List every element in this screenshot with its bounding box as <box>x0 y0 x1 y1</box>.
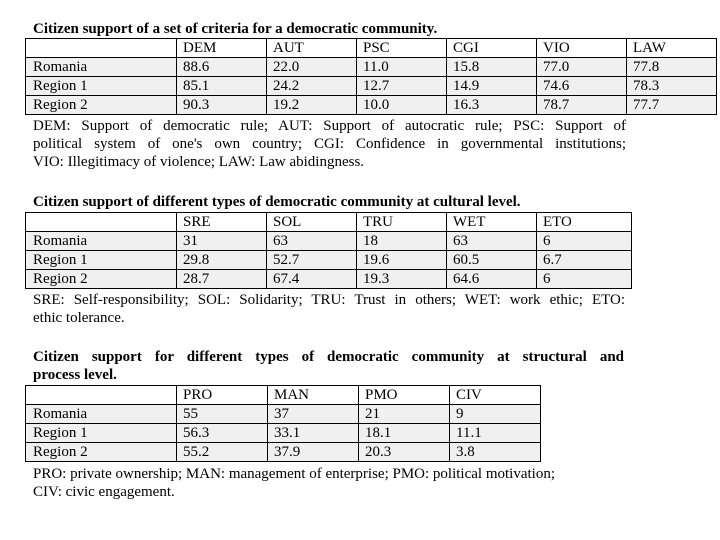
table-row <box>26 424 541 443</box>
table-cell: 19.6 <box>357 251 447 270</box>
table-cell: 6 <box>537 232 632 251</box>
note-line: ethic tolerance. <box>33 310 125 326</box>
table-cell: 78.7 <box>537 96 627 115</box>
note-line: political system of one's own country; CGI: Confidence in governmental institutions; <box>33 136 626 152</box>
header-cell: PMO <box>359 386 450 405</box>
table-cell: 78.3 <box>627 77 717 96</box>
table-cell: 28.7 <box>177 270 267 289</box>
table-row <box>26 77 717 96</box>
table-cell: 14.9 <box>447 77 537 96</box>
table-cell: 63 <box>447 232 537 251</box>
table-cell: 55 <box>177 405 268 424</box>
table-cell: 77.7 <box>627 96 717 115</box>
table-cell: 37 <box>268 405 359 424</box>
table-cell: 11.0 <box>357 58 447 77</box>
table-cell: 10.0 <box>357 96 447 115</box>
section1-table <box>25 38 717 115</box>
section2-table <box>25 212 632 289</box>
table-cell: 74.6 <box>537 77 627 96</box>
row-label: Region 2 <box>26 96 177 115</box>
section2-title: Citizen support of different types of democratic community at cultural level. <box>33 194 521 210</box>
note-line: PRO: private ownership; MAN: management of enterprise; PMO: political motivation; <box>33 466 555 482</box>
table-cell: 77.8 <box>627 58 717 77</box>
note-line: CIV: civic engagement. <box>33 484 175 500</box>
table-row <box>26 251 632 270</box>
title-line: Citizen support for different types of democratic community at structural and <box>33 349 624 365</box>
table-header-row <box>26 386 541 405</box>
note-line: SRE: Self-responsibility; SOL: Solidarity; TRU: Trust in others; WET: work ethic; ETO: <box>33 292 625 308</box>
row-label: Region 1 <box>26 251 177 270</box>
header-cell: LAW <box>627 39 717 58</box>
table-cell: 16.3 <box>447 96 537 115</box>
table-cell: 55.2 <box>177 443 268 462</box>
section3-title <box>33 348 624 384</box>
header-cell: AUT <box>267 39 357 58</box>
table-cell: 15.8 <box>447 58 537 77</box>
table-row <box>26 58 717 77</box>
header-cell: MAN <box>268 386 359 405</box>
row-label: Region 2 <box>26 443 177 462</box>
table-cell: 3.8 <box>450 443 541 462</box>
table-cell: 56.3 <box>177 424 268 443</box>
note-line: DEM: Support of democratic rule; AUT: Support of autocratic rule; PSC: Support of <box>33 118 626 134</box>
header-cell: PSC <box>357 39 447 58</box>
table-cell: 9 <box>450 405 541 424</box>
table-cell: 18 <box>357 232 447 251</box>
header-cell <box>26 39 177 58</box>
table-header-row <box>26 39 717 58</box>
section3-note <box>33 465 608 501</box>
table-cell: 85.1 <box>177 77 267 96</box>
table-cell: 21 <box>359 405 450 424</box>
header-cell: CIV <box>450 386 541 405</box>
title-line: process level. <box>33 367 117 383</box>
header-cell <box>26 386 177 405</box>
row-label: Region 2 <box>26 270 177 289</box>
note-line: VIO: Illegitimacy of violence; LAW: Law abidingness. <box>33 154 365 170</box>
row-label: Region 1 <box>26 77 177 96</box>
table-cell: 67.4 <box>267 270 357 289</box>
header-cell: VIO <box>537 39 627 58</box>
table-cell: 60.5 <box>447 251 537 270</box>
header-cell <box>26 213 177 232</box>
table-cell: 63 <box>267 232 357 251</box>
table-cell: 52.7 <box>267 251 357 270</box>
header-cell: PRO <box>177 386 268 405</box>
row-label: Romania <box>26 58 177 77</box>
table-cell: 90.3 <box>177 96 267 115</box>
table-cell: 12.7 <box>357 77 447 96</box>
header-cell: WET <box>447 213 537 232</box>
row-label: Romania <box>26 232 177 251</box>
table-cell: 20.3 <box>359 443 450 462</box>
table-cell: 6 <box>537 270 632 289</box>
table-row <box>26 96 717 115</box>
section3-table <box>25 385 541 462</box>
table-row <box>26 232 632 251</box>
header-cell: CGI <box>447 39 537 58</box>
table-cell: 31 <box>177 232 267 251</box>
header-cell: SOL <box>267 213 357 232</box>
header-cell: TRU <box>357 213 447 232</box>
header-cell: DEM <box>177 39 267 58</box>
table-cell: 88.6 <box>177 58 267 77</box>
table-header-row <box>26 213 632 232</box>
header-cell: SRE <box>177 213 267 232</box>
header-cell: ETO <box>537 213 632 232</box>
table-cell: 24.2 <box>267 77 357 96</box>
table-cell: 22.0 <box>267 58 357 77</box>
table-cell: 18.1 <box>359 424 450 443</box>
section2-note <box>33 291 625 327</box>
table-cell: 64.6 <box>447 270 537 289</box>
table-row <box>26 405 541 424</box>
section1-note <box>33 117 626 171</box>
section1-title: Citizen support of a set of criteria for a democratic community. <box>33 21 438 37</box>
table-row <box>26 270 632 289</box>
table-cell: 29.8 <box>177 251 267 270</box>
row-label: Region 1 <box>26 424 177 443</box>
table-cell: 19.2 <box>267 96 357 115</box>
table-row <box>26 443 541 462</box>
table-cell: 11.1 <box>450 424 541 443</box>
table-cell: 37.9 <box>268 443 359 462</box>
table-cell: 33.1 <box>268 424 359 443</box>
table-cell: 77.0 <box>537 58 627 77</box>
row-label: Romania <box>26 405 177 424</box>
table-cell: 6.7 <box>537 251 632 270</box>
table-cell: 19.3 <box>357 270 447 289</box>
